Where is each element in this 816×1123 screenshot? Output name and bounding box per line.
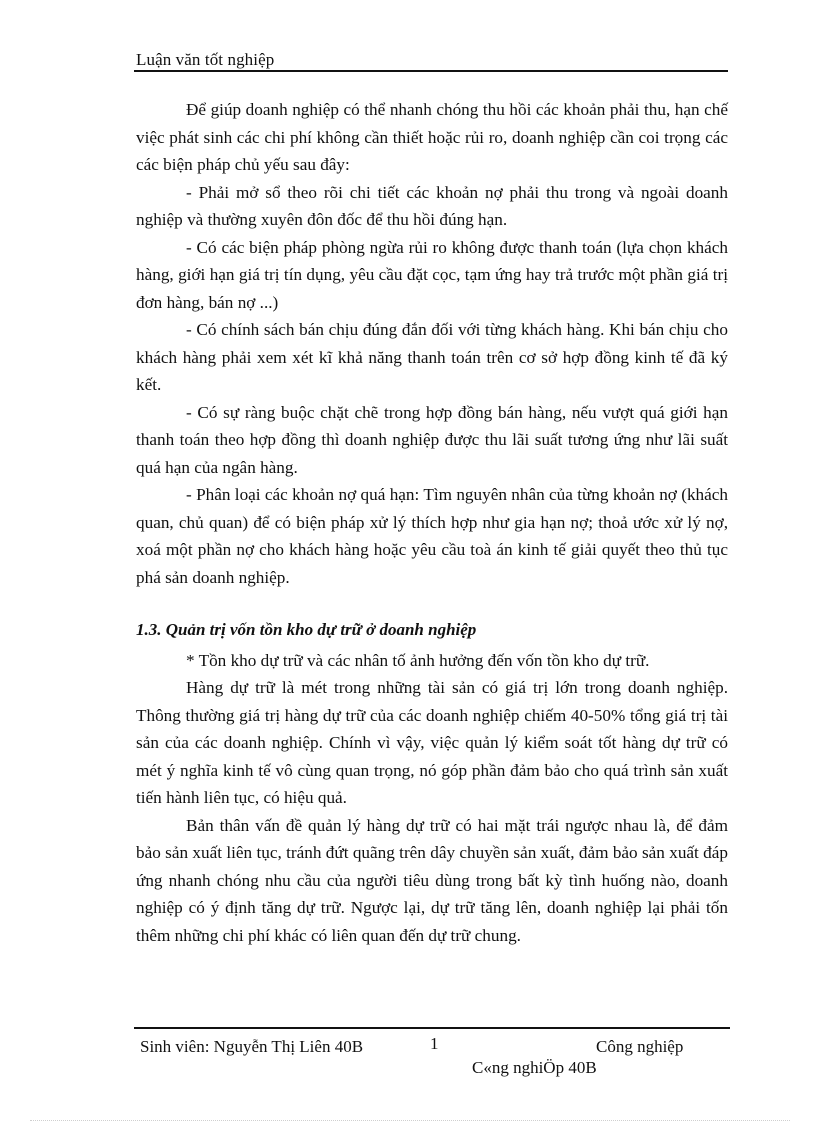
page-edge <box>30 1120 790 1121</box>
footer-bottom-label: C«ng nghiÖp 40B <box>472 1058 597 1077</box>
footer-right-label: Công nghiệp <box>596 1037 684 1056</box>
paragraph: - Có các biện pháp phòng ngừa rủi ro không được thanh toán (lựa chọn khách hàng, giới hạn giá trị tín dụng, yêu cầu đặt cọc, tạm ứng hay trả trước một phần giá trị đơn hàng, bán nợ ...) <box>136 237 728 312</box>
section-heading: 1.3. Quản trị vốn tồn kho dự trữ ở doanh nghiệp <box>136 620 477 639</box>
header-rule <box>134 70 728 72</box>
page-number: 1 <box>430 1034 439 1053</box>
document-body <box>136 96 728 949</box>
paragraph: Hàng dự trữ là mét trong những tài sản có giá trị lớn trong doanh nghiệp. Thông thường giá trị hàng dự trữ của các doanh nghiệp chiếm 40-50% tổng giá trị tài sản của các doanh nghiệp. Chính vì vậy, việc quản lý kiểm soát tốt hàng dự trữ có mét ý nghĩa kinh tế vô cùng quan trọng, nó góp phần đảm bảo cho quá trình sản xuất tiến hành liên tục, có hiệu quả. <box>136 678 728 807</box>
paragraph: Để giúp doanh nghiệp có thể nhanh chóng thu hồi các khoản phải thu, hạn chế việc phát sinh các chi phí không cần thiết hoặc rủi ro, doanh nghiệp cần coi trọng các các biện pháp chủ yếu sau đây: <box>136 100 728 174</box>
footer-student: Sinh viên: Nguyễn Thị Liên 40B <box>140 1037 364 1056</box>
paragraph: - Có sự ràng buộc chặt chẽ trong hợp đồng bán hàng, nếu vượt quá giới hạn thanh toán theo hợp đồng thì doanh nghiệp được thu lãi suất tương ứng như lãi suất quá hạn của ngân hàng. <box>136 402 728 477</box>
paragraph: - Phân loại các khoản nợ quá hạn: Tìm nguyên nhân của từng khoản nợ (khách quan, chủ quan) để có biện pháp xử lý thích hợp như gia hạn nợ; thoả ước xử lý nợ, xoá một phần nợ cho khách hàng hoặc yêu cầu toà án kinh tế giải quyết theo thủ tục phá sản doanh nghiệp. <box>136 485 728 587</box>
header-title: Luận văn tốt nghiệp <box>136 50 275 69</box>
paragraph: - Có chính sách bán chịu đúng đắn đối với từng khách hàng. Khi bán chịu cho khách hàng phải xem xét kĩ khả năng thanh toán trên cơ sở hợp đồng kinh tế đã ký kết. <box>136 320 728 394</box>
paragraph: * Tồn kho dự trữ và các nhân tố ảnh hưởng đến vốn tồn kho dự trữ. <box>186 650 650 670</box>
paragraph: Bản thân vấn đề quản lý hàng dự trữ có hai mặt trái ngược nhau là, để đảm bảo sản xuất liên tục, tránh đứt quãng trên dây chuyền sản xuất, đảm bảo sản xuất đáp ứng nhanh chóng nhu cầu của người tiêu dùng trong bất kỳ tình huống nào, doanh nghiệp có ý định tăng dự trữ. Ngược lại, dự trữ tăng lên, doanh nghiệp lại phải tốn thêm những chi phí khác có liên quan đến dự trữ chung. <box>136 815 728 945</box>
footer-rule <box>134 1027 730 1029</box>
paragraph: - Phải mở sổ theo rõi chi tiết các khoản nợ phải thu trong và ngoài doanh nghiệp và thường xuyên đôn đốc để thu hồi đúng hạn. <box>136 182 728 229</box>
